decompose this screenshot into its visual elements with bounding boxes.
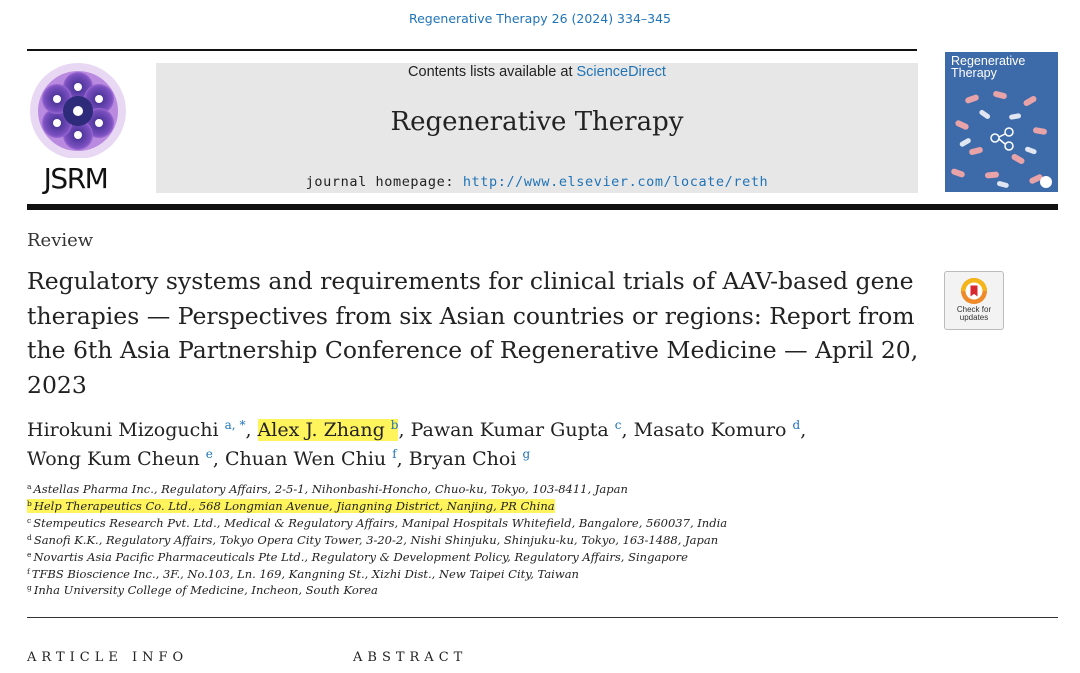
homepage-prefix: journal homepage:	[305, 174, 463, 190]
affiliation	[27, 515, 1057, 532]
author-affil-ref[interactable]: c	[614, 418, 622, 432]
affiliation-letter: c	[27, 515, 32, 525]
journal-cover[interactable]	[945, 52, 1058, 192]
highlight-mark	[27, 499, 555, 513]
affiliation-letter: d	[27, 532, 32, 542]
author[interactable]	[27, 419, 245, 441]
cover-title: Regenerative Therapy	[951, 54, 1026, 80]
affiliation	[27, 582, 1057, 599]
affiliation-text: Novartis Asia Pacific Pharmaceuticals Pte Ltd., Regulatory & Development Policy, Regulatory Affairs, Singapore	[33, 549, 688, 564]
author-list	[27, 416, 1057, 474]
journal-name: Regenerative Therapy	[390, 107, 684, 137]
author-name: Pawan Kumar Gupta	[410, 419, 609, 441]
homepage-link[interactable]: http://www.elsevier.com/locate/reth	[462, 174, 769, 190]
author-separator: ,	[396, 448, 409, 470]
affiliation-letter: g	[27, 583, 32, 593]
article-type: Review	[27, 230, 94, 251]
author-highlighted[interactable]	[258, 419, 399, 441]
author-separator: ,	[245, 419, 258, 441]
affiliation-letter: a	[27, 482, 32, 491]
affiliation-letter: b	[27, 498, 32, 508]
homepage-line	[156, 174, 918, 190]
author-affil-ref[interactable]: b	[390, 418, 399, 432]
contents-line	[156, 64, 918, 80]
jsrm-logo-text: JSRM	[43, 162, 108, 195]
affiliation-letter: e	[27, 549, 32, 559]
author-name: Masato Komuro	[633, 419, 787, 441]
author-separator: ,	[398, 419, 411, 441]
author-separator: ,	[800, 419, 807, 441]
header-rule	[27, 49, 917, 51]
author-affil-ref[interactable]: e	[205, 447, 213, 461]
author[interactable]	[411, 419, 622, 441]
affiliation	[27, 481, 1057, 498]
affiliation-highlighted	[27, 498, 1057, 515]
affiliation-list	[27, 481, 1057, 599]
section-rule	[27, 617, 1058, 618]
affiliation	[27, 532, 1057, 549]
affiliation-text: TFBS Bioscience Inc., 3F., No.103, Ln. 169, Kangning St., Xizhi Dist., New Taipei City, Taiwan	[31, 566, 579, 581]
author-affil-ref[interactable]: f	[392, 447, 397, 461]
affiliation-text: Astellas Pharma Inc., Regulatory Affairs, 2-5-1, Nihonbashi-Honcho, Chuo-ku, Tokyo, 103-8411, Japan	[33, 482, 628, 496]
author[interactable]	[225, 448, 397, 470]
journal-citation[interactable]: Regenerative Therapy 26 (2024) 334–345	[408, 11, 672, 26]
check-updates-icon	[945, 272, 1003, 308]
affiliation-text: Stempeutics Research Pvt. Ltd., Medical & Regulatory Affairs, Manipal Hospitals Whitefield, Bangalore, 560037, India	[33, 515, 728, 530]
affiliation	[27, 549, 1057, 566]
contents-prefix: Contents lists available at	[408, 64, 577, 80]
abstract-heading: ABSTRACT	[353, 650, 468, 665]
author-name: Bryan Choi	[408, 448, 517, 470]
author-separator: ,	[212, 448, 225, 470]
author-name: Wong Kum Cheun	[27, 448, 200, 470]
article-info-heading: ARTICLE INFO	[27, 650, 189, 665]
check-for-updates-button[interactable]	[944, 271, 1004, 330]
author-name: Hirokuni Mizoguchi	[27, 419, 219, 441]
author-affil-ref[interactable]: a, *	[224, 418, 246, 432]
author[interactable]	[409, 448, 530, 470]
jsrm-flower-icon	[25, 58, 133, 158]
sciencedirect-link[interactable]: ScienceDirect	[576, 64, 666, 80]
affiliation	[27, 566, 1057, 583]
author-name: Alex J. Zhang	[257, 419, 385, 441]
author-name: Chuan Wen Chiu	[224, 448, 387, 470]
author[interactable]	[634, 419, 801, 441]
author-affil-ref[interactable]: g	[522, 447, 531, 461]
author-separator: ,	[621, 419, 634, 441]
affiliation-letter: f	[27, 566, 30, 576]
author[interactable]	[27, 448, 213, 470]
article-title: Regulatory systems and requirements for clinical trials of AAV-based gene therapies — Perspectives from six Asian countries or regions: Report from the 6th Asia Partnership Conference of Regenerative Medicine — April 20, 2023	[27, 267, 919, 399]
affiliation-text: Sanofi K.K., Regulatory Affairs, Tokyo Opera City Tower, 3-20-2, Nishi Shinjuku, Shinjuku-ku, Tokyo, 163-1488, Japan	[33, 532, 719, 547]
header-thick-rule	[27, 204, 1058, 210]
cover-capsules-image	[945, 52, 1058, 192]
author-affil-ref[interactable]: d	[792, 418, 801, 432]
affiliation-text: Inha University College of Medicine, Incheon, South Korea	[33, 583, 378, 598]
affiliation-text: Help Therapeutics Co. Ltd., 568 Longmian Avenue, Jiangning District, Nanjing, PR China	[33, 498, 555, 513]
check-updates-label: Check for updates	[956, 305, 992, 322]
